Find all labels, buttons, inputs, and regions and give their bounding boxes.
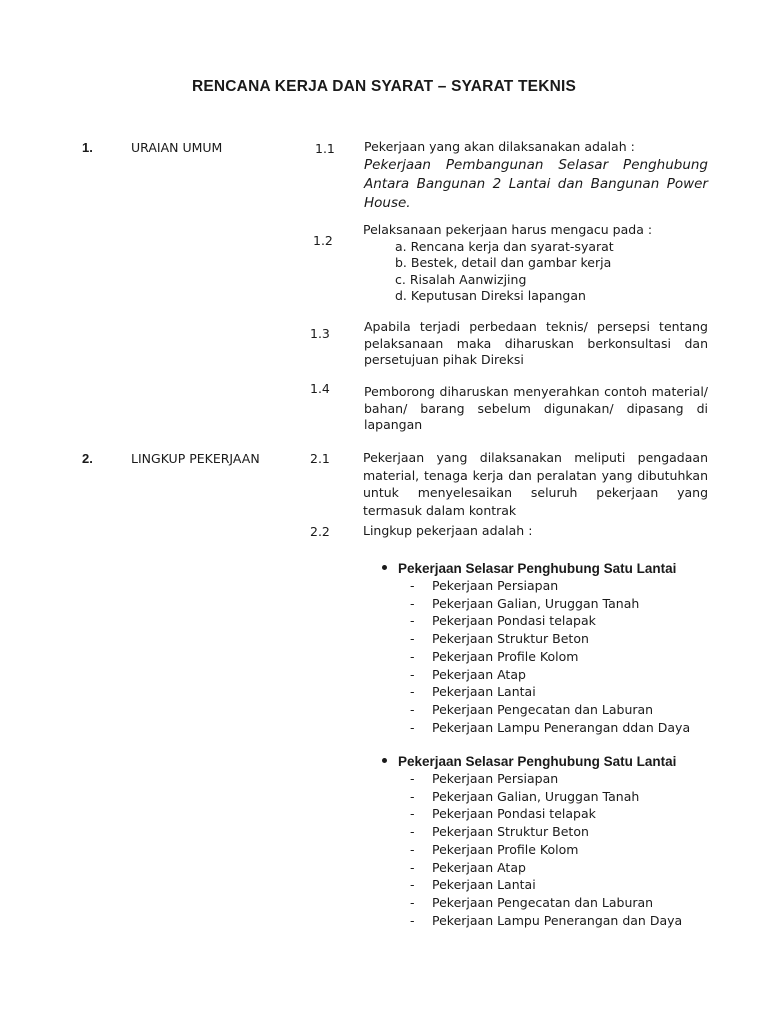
list-item: - Pekerjaan Lampu Penerangan ddan Daya <box>410 719 691 735</box>
item-number: 2.2 <box>310 524 330 539</box>
list-item: - Pekerjaan Struktur Beton <box>410 824 589 840</box>
list-item: - Pekerjaan Profile Kolom <box>410 841 579 857</box>
list-item: - Pekerjaan Atap <box>410 666 526 682</box>
list-item: a. Rencana kerja dan syarat-syarat <box>395 238 614 254</box>
section-title: LINGKUP PEKERJAAN <box>131 451 260 466</box>
list-item: b. Bestek, detail dan gambar kerja <box>395 255 612 270</box>
list-item: - Pekerjaan Pondasi telapak <box>410 613 596 629</box>
dash-icon: - <box>410 771 415 786</box>
item-body <box>364 139 708 213</box>
item-number: 1.1 <box>315 141 335 156</box>
dash-icon: - <box>410 631 415 647</box>
list-item: - Pekerjaan Persiapan <box>410 771 559 786</box>
dash-icon: - <box>410 824 415 840</box>
work-group <box>382 753 722 929</box>
list-item: - Pekerjaan Pengecatan dan Laburan <box>410 701 654 717</box>
item-text: Pekerjaan yang akan dilaksanakan adalah : <box>364 139 635 154</box>
item-text: Pemborong diharuskan menyerahkan contoh material/ bahan/ barang sebelum digunakan/ dipasang di lapangan <box>364 384 708 432</box>
project-name: Pekerjaan Pembangunan Selasar Penghubung Antara Bangunan 2 Lantai dan Bangunan Power House. <box>364 156 708 211</box>
task-list <box>410 770 722 929</box>
list-item: - Pekerjaan Pondasi telapak <box>410 806 596 822</box>
reference-list <box>395 239 708 305</box>
work-group <box>382 560 722 736</box>
dash-icon: - <box>410 859 415 875</box>
item-body <box>363 222 708 305</box>
item-number: 1.3 <box>310 326 330 341</box>
section-number: 1. <box>82 140 93 155</box>
item-text: Apabila terjadi perbedaan teknis/ persepsi tentang pelaksanaan maka diharuskan berkonsultasi dan persetujuan pihak Direksi <box>364 319 708 367</box>
list-item: - Pekerjaan Galian, Uruggan Tanah <box>410 788 640 804</box>
dash-icon: - <box>410 578 415 593</box>
dash-icon: - <box>410 595 415 611</box>
list-item: - Pekerjaan Persiapan <box>410 578 559 593</box>
group-title <box>382 753 722 770</box>
group-title <box>382 560 722 577</box>
dash-icon: - <box>410 666 415 682</box>
item-number: 1.4 <box>310 381 330 396</box>
item-text: Pelaksanaan pekerjaan harus mengacu pada : <box>363 222 653 237</box>
item-number: 2.1 <box>310 451 330 466</box>
list-item: - Pekerjaan Lantai <box>410 684 536 700</box>
page-title: RENCANA KERJA DAN SYARAT – SYARAT TEKNIS <box>191 78 577 95</box>
dash-icon: - <box>410 841 415 857</box>
task-list <box>410 577 722 736</box>
section-number: 2. <box>82 451 93 466</box>
dash-icon: - <box>410 648 415 664</box>
list-item: - Pekerjaan Galian, Uruggan Tanah <box>410 595 640 611</box>
group-title-text: Pekerjaan Selasar Penghubung Satu Lantai <box>398 561 677 576</box>
dash-icon: - <box>410 719 415 735</box>
list-item: - Pekerjaan Pengecatan dan Laburan <box>410 894 654 910</box>
dash-icon: - <box>410 701 415 717</box>
dash-icon: - <box>410 877 415 893</box>
item-text: Pekerjaan yang dilaksanakan meliputi pengadaan material, tenaga kerja dan peralatan yang dibutuhkan untuk menyelesaikan seluruh pekerjaan yang termasuk dalam kontrak <box>363 450 708 518</box>
item-number: 1.2 <box>313 233 333 248</box>
list-item: - Pekerjaan Lampu Penerangan dan Daya <box>410 912 683 928</box>
bullet-icon <box>382 758 387 763</box>
list-item: - Pekerjaan Struktur Beton <box>410 631 589 647</box>
dash-icon: - <box>410 613 415 629</box>
group-title-text: Pekerjaan Selasar Penghubung Satu Lantai <box>398 754 677 769</box>
list-item: - Pekerjaan Profile Kolom <box>410 648 579 664</box>
list-item: c. Risalah Aanwizjing <box>395 271 527 287</box>
list-item: - Pekerjaan Lantai <box>410 877 536 893</box>
dash-icon: - <box>410 788 415 804</box>
dash-icon: - <box>410 684 415 700</box>
dash-icon: - <box>410 806 415 822</box>
list-item: d. Keputusan Direksi lapangan <box>395 288 586 303</box>
dash-icon: - <box>410 894 415 910</box>
list-item: - Pekerjaan Atap <box>410 859 526 875</box>
dash-icon: - <box>410 912 415 928</box>
section-title: URAIAN UMUM <box>131 140 223 155</box>
bullet-icon <box>382 565 387 570</box>
item-text: Lingkup pekerjaan adalah : <box>363 523 533 538</box>
